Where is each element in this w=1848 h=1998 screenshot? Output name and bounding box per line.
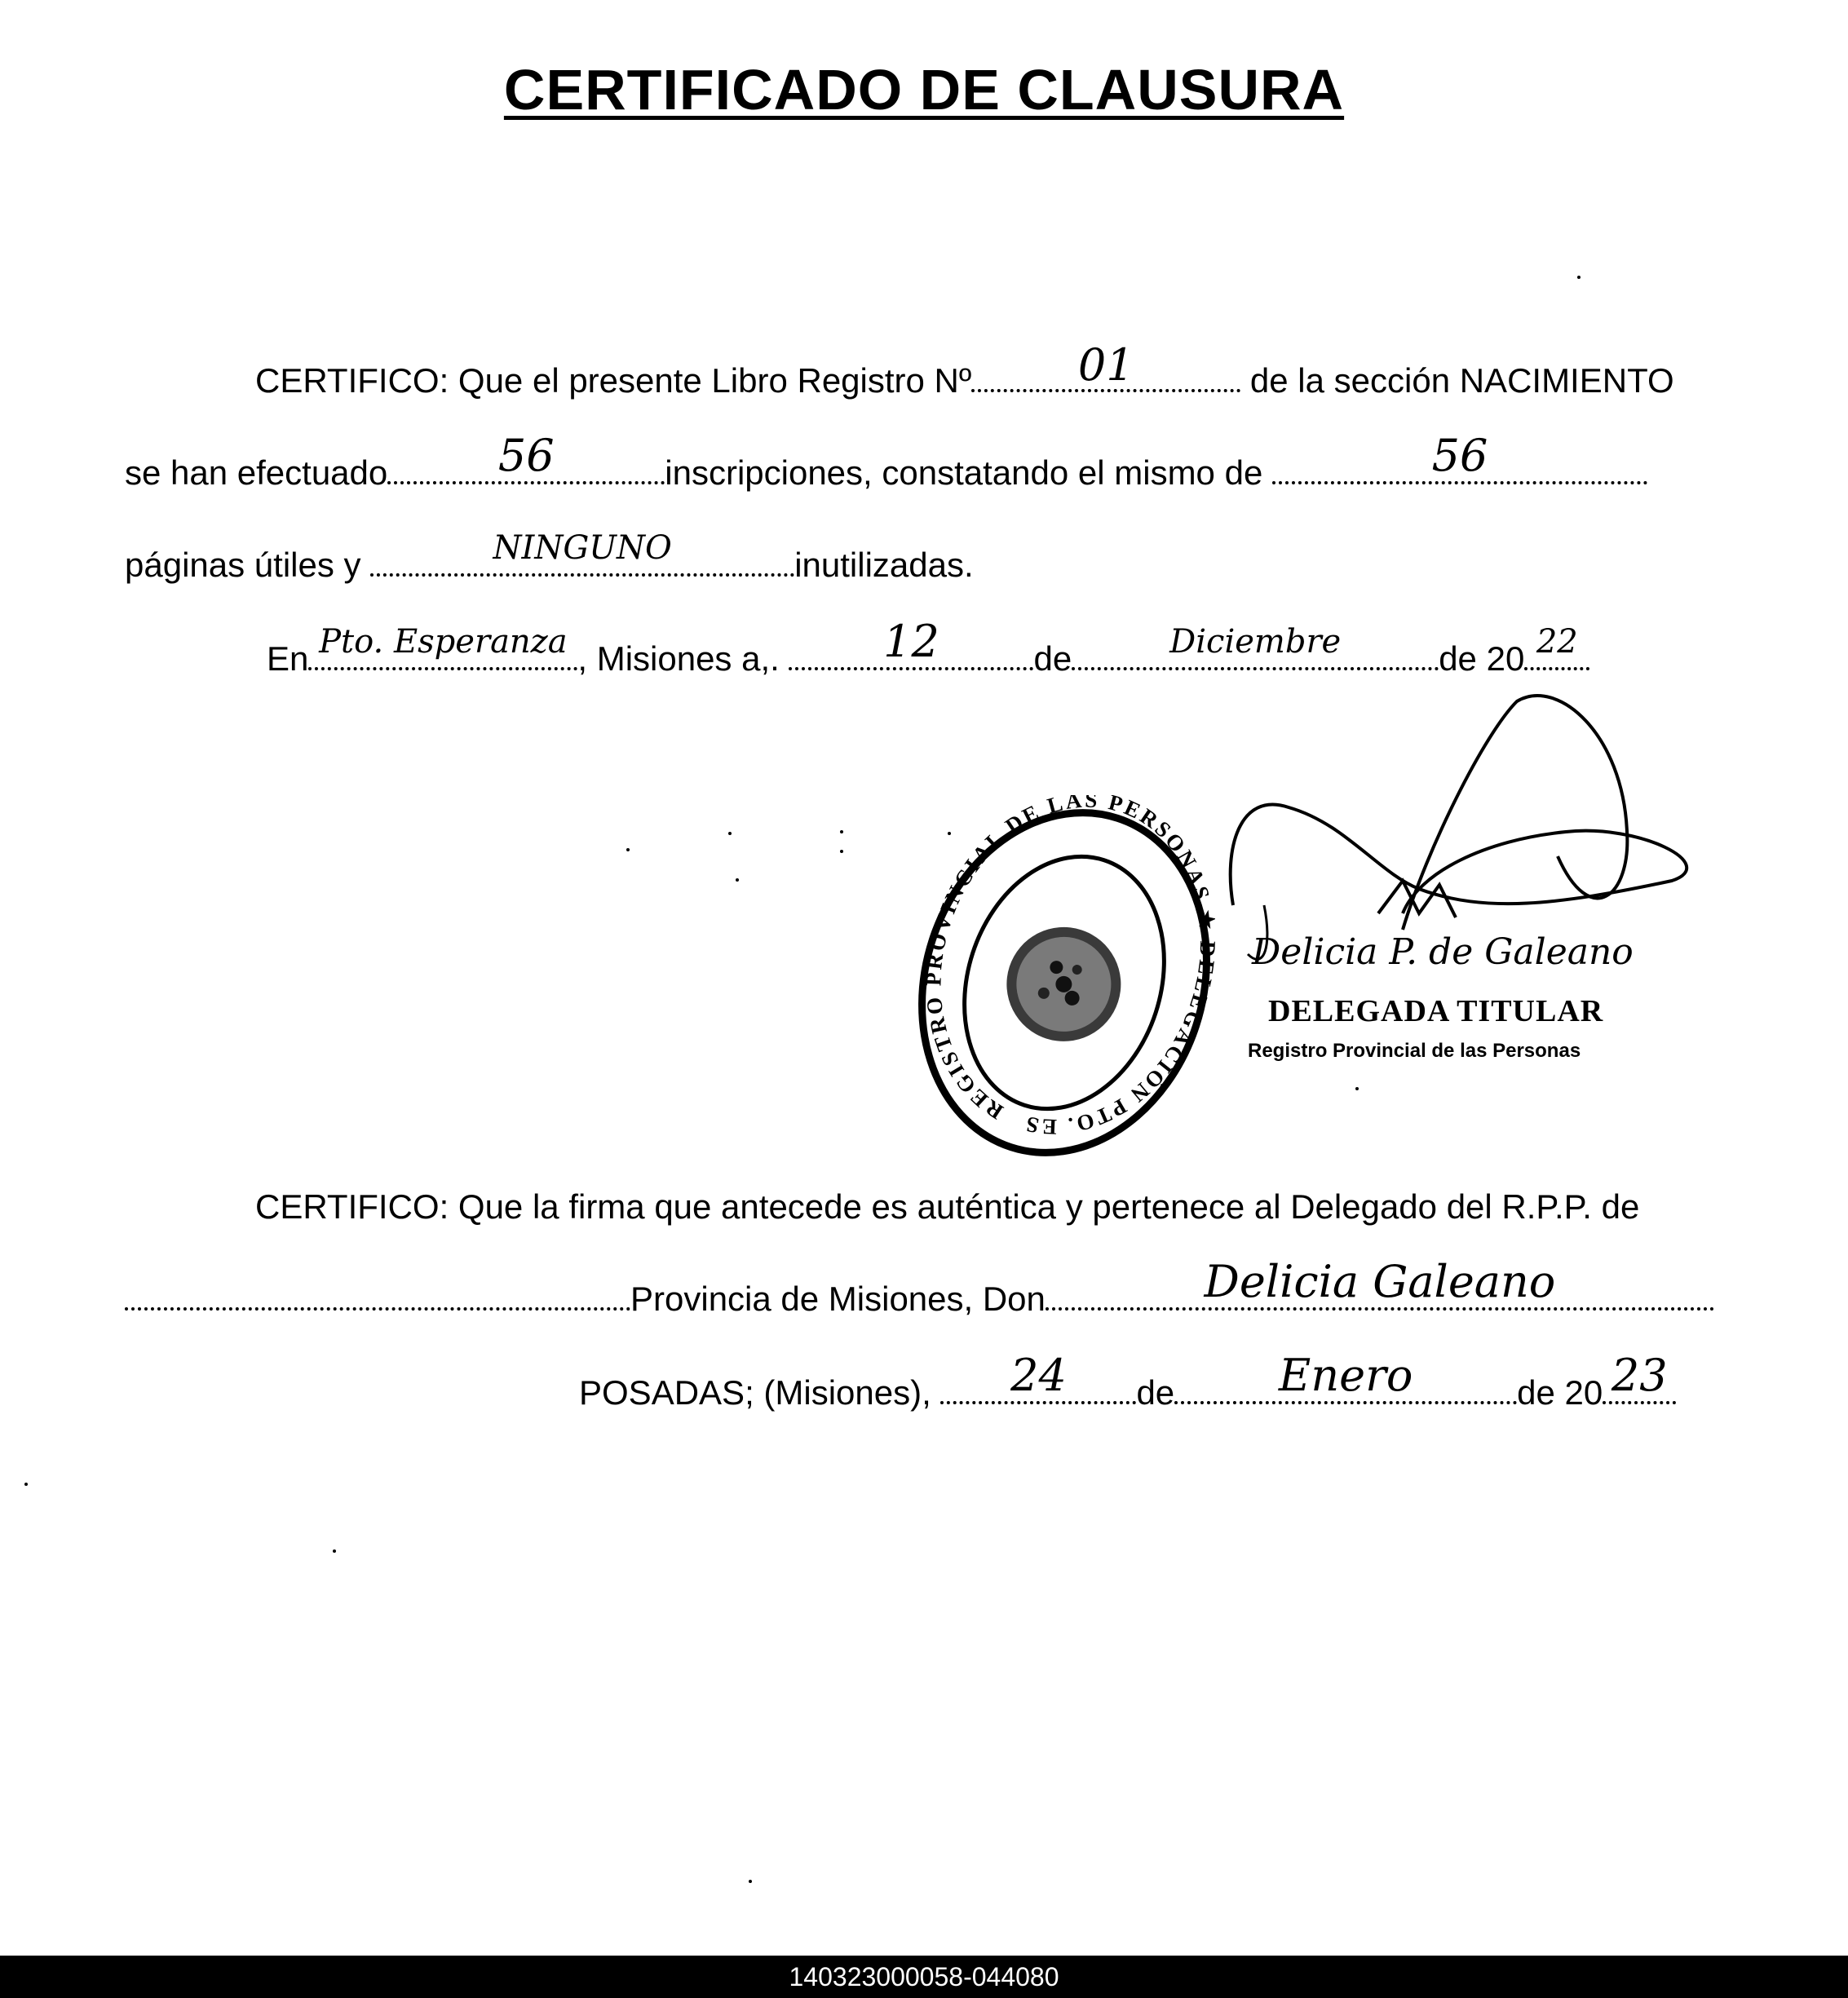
- paginas-field: [1272, 430, 1647, 484]
- delegacion-field: [125, 1280, 630, 1311]
- scan-speck: [333, 1549, 336, 1553]
- anio1-field: [1524, 623, 1589, 670]
- inutilizadas-field: [370, 529, 794, 577]
- para1-line4-mid2: de: [1033, 639, 1072, 678]
- localidad-handwritten: Pto. Esperanza: [319, 623, 568, 661]
- inscripciones-field: [387, 430, 665, 484]
- mes1-field: [1072, 623, 1439, 670]
- mes2-handwritten: Enero: [1278, 1350, 1413, 1401]
- delegado-name-handwritten: Delicia Galeano: [1204, 1256, 1556, 1307]
- scan-speck: [749, 1880, 752, 1883]
- delegate-role: DELEGADA TITULAR: [1268, 994, 1604, 1028]
- para1-line3: [125, 529, 974, 586]
- anio2-handwritten: 23: [1611, 1350, 1668, 1401]
- para1-line1-start: CERTIFICO: Que el presente Libro Registro Nº: [255, 361, 972, 400]
- stamp-text: REGISTRO PROVINCIAL DE LAS PERSONAS ★ DELEGACIÓN PTO. ESPERANZA: [921, 795, 1215, 1140]
- mes2-field: [1174, 1350, 1517, 1404]
- scan-speck: [840, 830, 843, 833]
- para2-line1: CERTIFICO: Que la firma que antecede es auténtica y pertenece al Delegado del R.P.P. de: [255, 1187, 1640, 1226]
- para1-line2: [125, 430, 1647, 493]
- para1-line1: [255, 339, 1674, 401]
- para1-line2-mid: inscripciones, constatando el mismo de: [665, 453, 1263, 492]
- para2-line3-mid: de: [1136, 1373, 1175, 1412]
- inscripciones-handwritten: 56: [497, 430, 555, 481]
- para1-line4-end: de 20: [1439, 639, 1525, 678]
- mes1-handwritten: Diciembre: [1169, 623, 1342, 661]
- localidad-field: [308, 623, 577, 670]
- scan-speck: [1577, 276, 1581, 279]
- para1-line4-mid1: , Misiones a,.: [577, 639, 780, 678]
- para2-line2-mid: Provincia de Misiones, Don: [630, 1280, 1046, 1318]
- scan-speck: [728, 832, 732, 835]
- para2-line3-start: POSADAS; (Misiones),: [579, 1373, 931, 1412]
- para1-line4: [267, 616, 1589, 679]
- document-title: CERTIFICADO DE CLAUSURA: [503, 58, 1345, 122]
- delegate-name: Delicia P. de Galeano: [1252, 931, 1634, 973]
- registry-name: Registro Provincial de las Personas: [1248, 1040, 1581, 1062]
- delegado-name-field: [1046, 1256, 1714, 1311]
- scan-speck: [1355, 1087, 1359, 1090]
- libro-number-handwritten: 01: [1077, 339, 1134, 391]
- scan-speck: [948, 832, 951, 835]
- anio1-handwritten: 22: [1536, 623, 1578, 661]
- para2-line3: [579, 1350, 1676, 1413]
- para2-line2: [125, 1256, 1714, 1319]
- dia2-field: [940, 1350, 1136, 1404]
- para1-line3-start: páginas útiles y: [125, 546, 361, 584]
- para1-line1-end: de la sección NACIMIENTO: [1249, 361, 1674, 400]
- stamp-seal-icon: [913, 795, 1215, 1170]
- scan-speck: [840, 850, 843, 853]
- para2-line3-end: de 20: [1517, 1373, 1603, 1412]
- official-stamp: [913, 795, 1215, 1170]
- dia2-handwritten: 24: [1010, 1350, 1067, 1401]
- inutilizadas-handwritten: NINGUNO: [493, 529, 672, 567]
- libro-number-field: [971, 339, 1240, 392]
- dia1-handwritten: 12: [883, 616, 939, 667]
- dia1-field: [789, 616, 1033, 670]
- document-footer-id: 140323000058-044080: [0, 1956, 1848, 1998]
- anio2-field: [1603, 1350, 1676, 1404]
- scan-speck: [24, 1483, 28, 1486]
- para1-line2-start: se han efectuado: [125, 453, 388, 492]
- para1-line3-end: inutilizadas.: [794, 546, 974, 584]
- scan-speck: [736, 878, 739, 882]
- paginas-handwritten: 56: [1431, 430, 1488, 481]
- para1-line4-start: En: [267, 639, 309, 678]
- scan-speck: [626, 848, 630, 851]
